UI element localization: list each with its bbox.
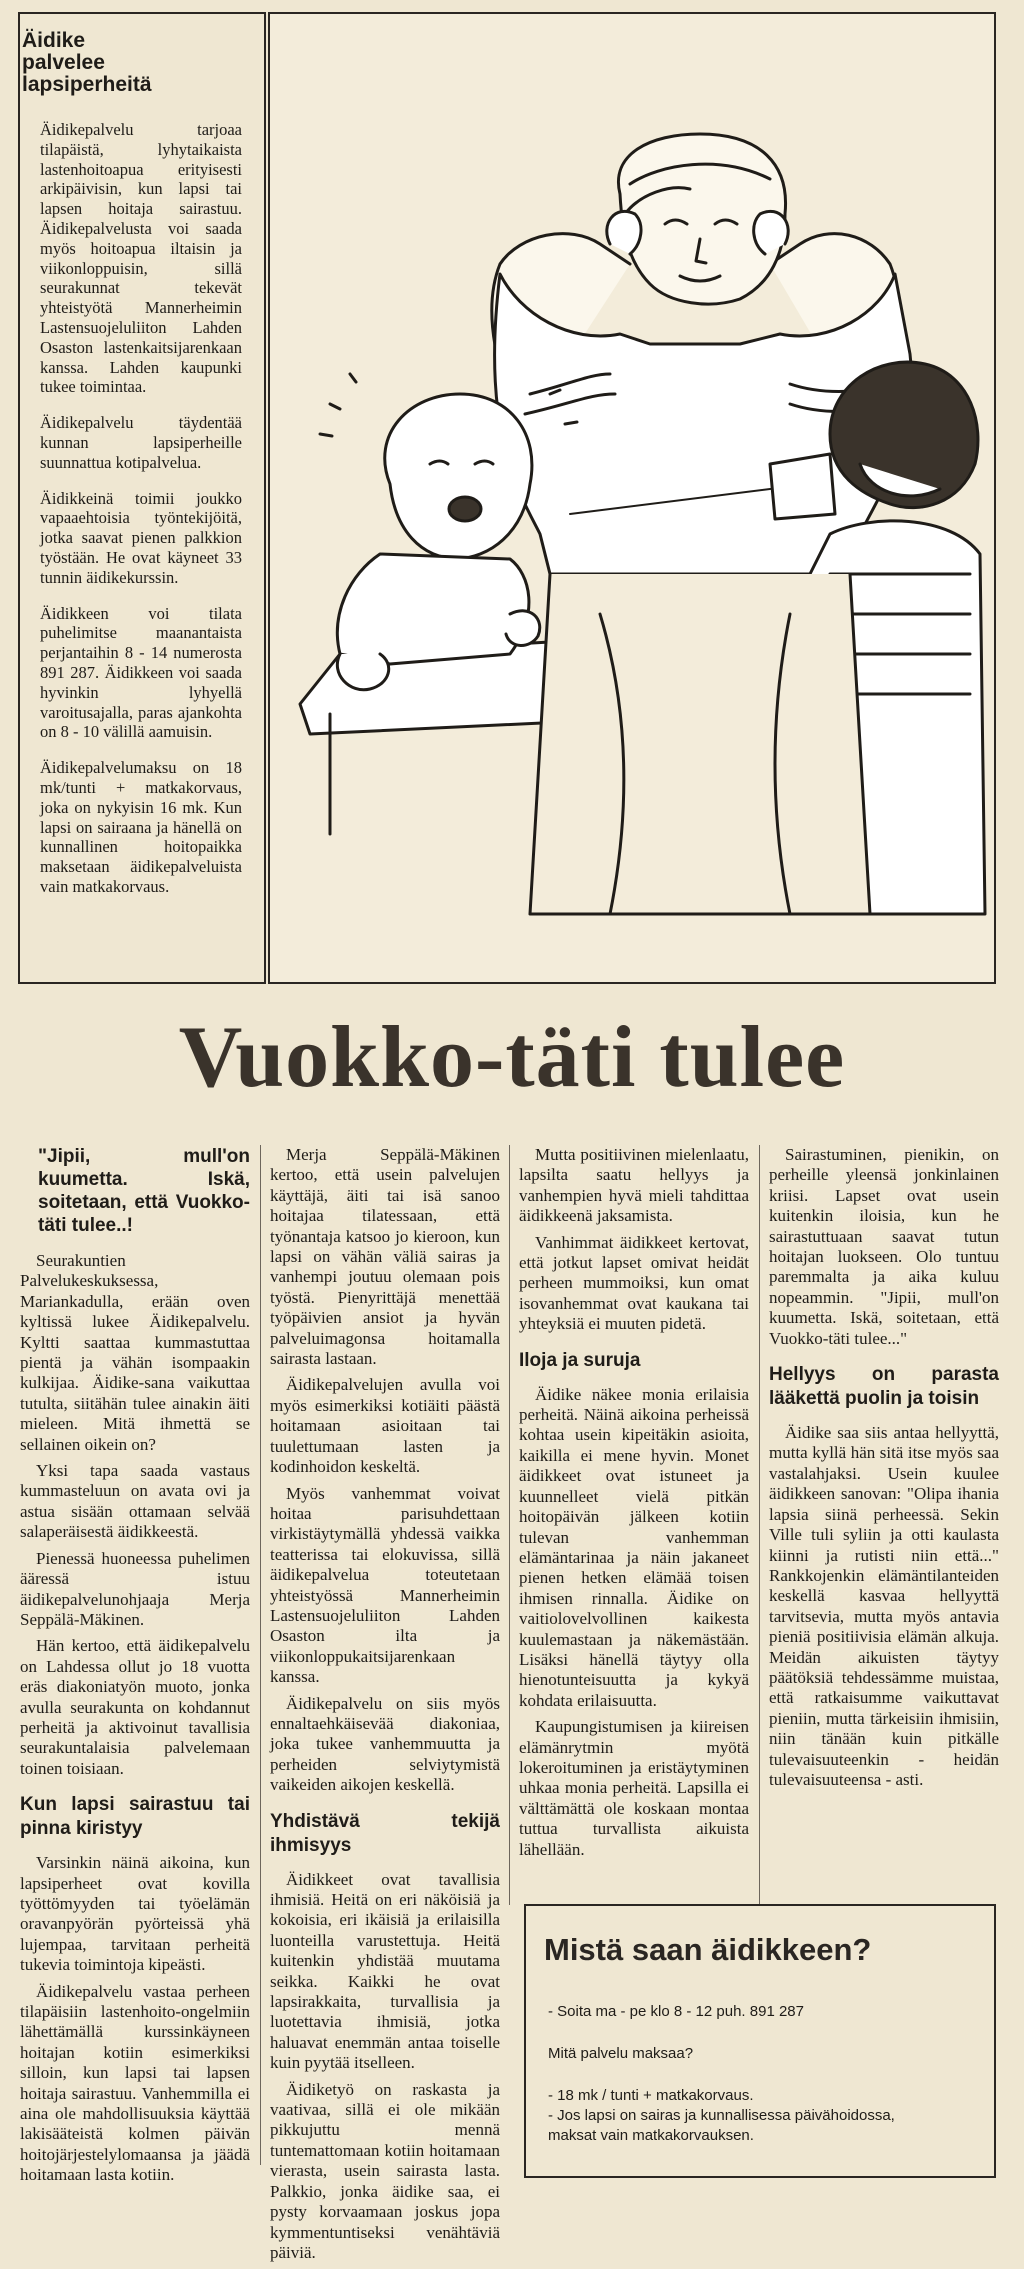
article-paragraph: Äidikkeet ovat tavallisia ihmisiä. Heitä on eri näköisiä ja kokoisia, eri ikäisiä ja erilaisilla luonteilla varustettuja. Heitä kuitenkin yhdistää muutama seikka. Kaikki he ovat lapsirakkaita, turvallisia ja luotettavia ihmisiä, jotka haluavat enemmän antaa toiselle kuin pyytää itselleen. <box>270 1869 500 2073</box>
article-paragraph: Äidikepalvelu on siis myös ennaltaehkäisevää diakoniaa, joka tukee vanhemmuutta ja perheiden selviytymistä vaikeiden aikojen keskellä. <box>270 1693 500 1795</box>
article-paragraph: Äidike näkee monia erilaisia perheitä. Näinä aikoina perheissä kohtaa usein kipeitäkin asioita, kaikilla ei mene hyvin. Monet äidikkeet ovat istuneet ja kuunnelleet vielä pitkän hoitopäivän jälkeen kotiin tulevan vanhemman elämäntarinaa ja näin jakaneet pienen hetken elämää toisen ihmisen rinnalla. Äidike on vaitiolovelvollinen kaikesta kuulemastaan ja näkemästään. Lisäksi hänellä täytyy olla hienotunteisuutta ja kykyä kohdata erilaisuutta. <box>519 1384 749 1710</box>
article-paragraph: Sairastuminen, pienikin, on perheille yleensä jonkinlainen kriisi. Lapset ovat usein kuitenkin iloisia, kun he sairastuttuaan saavat tutun hoitajan luokseen. Olo tuntuu paremmalta ja aika kuluu nopeammin. "Jipii, mull'on kuumetta. Iskä, soitetaan, että Vuokko-täti tulee..." <box>769 1145 999 1348</box>
sidebar-paragraph: Äidikkeen voi tilata puhelimitse maanantaista perjantaihin 8 - 14 numerosta 891 287. Äidikkeen voi saada hyvinkin lyhyellä varoitusajalla, paras ajankohta on 8 - 10 välillä aamuisin. <box>40 603 242 742</box>
article-paragraph: Äidiketyö on raskasta ja vaativaa, sillä ei ole mikään pikkujuttu mennä tuntemattomaan kotiin hoitamaan vierasta, usein sairasta lasta. Palkkio, jonka äidike saa, ei pysty korvaamaan joskus jopa kymmentuntiseksi venähtäviä päiviä. <box>270 2079 500 2262</box>
column-rule <box>260 1145 261 2165</box>
sidebar-paragraph: Äidikepalvelu tarjoaa tilapäistä, lyhytaikaista lastenhoitoapua erityisesti arkipäivisin, kun lapsi tai lapsen hoitaja sairastuu. Äidikepalvelusta voi saada myös hoitoapua iltaisin ja viikonloppuisin, sillä seurakunnat tekevät yhteistyötä Mannerheimin Lastensuojeluliiton Lahden Osaston lastenkaitsijarenkaan kanssa. Lahden kaupunki tukee toimintaa. <box>40 120 242 397</box>
article-subhead: Yhdistävä tekijä ihmisyys <box>270 1810 500 1856</box>
info-box <box>524 1904 996 2178</box>
illustration-drawing <box>270 14 994 982</box>
sidebar-paragraph: Äidikkeinä toimii joukko vapaaehtoisia työntekijöitä, jotka saavat pienen palkkion työstään. He ovat käyneet 33 tunnin äidikekurssin. <box>40 488 242 587</box>
article-paragraph: Myös vanhemmat voivat hoitaa parisuhdettaan virkistäytymällä yhdessä vaikka teatterissa tai elokuvissa, sillä äidikepalvelua toteutetaan yhteistyössä Mannerheimin Lastensuojeluliiton Lahden Osaston ilta ja viikonloppukaitsijarenkaan kanssa. <box>270 1483 500 1687</box>
headline: Vuokko-täti tulee <box>178 1009 846 1106</box>
article-paragraph: Mutta positiivinen mielenlaatu, lapsilta saatu hellyys ja vanhempien hyvä mieli tahdittaa äidikkeenä jaksamista. <box>519 1145 749 1226</box>
article-paragraph: Merja Seppälä-Mäkinen kertoo, että usein palvelujen käyttäjä, äiti tai isä sanoo hoitajaa tilatessaan, että työnantaja katsoo jo kieroon, kun lapsi on vähän väliä sairas ja vanhempi joutuu olemaan pois työstä. Pienyrittäjä menettää työpäivien ansiot ja hyvän palveluimagonsa hoitamalla sairasta lastaan. <box>270 1145 500 1369</box>
article-paragraph: Yksi tapa saada vastaus kummasteluun on avata ovi ja astua sisään ottamaan selvää salaperäisestä äidikkeestä. <box>20 1461 250 1542</box>
article-paragraph: Pienessä huoneessa puhelimen ääressä istuu äidikepalvelunohjaaja Merja Seppälä-Mäkinen. <box>20 1548 250 1629</box>
info-question: Mitä palvelu maksaa? <box>548 2045 694 2062</box>
sidebar-title: Äidike palvelee lapsiperheitä <box>22 29 152 96</box>
info-sick-line-2: maksat vain matkakorvauksen. <box>548 2127 754 2144</box>
illustration <box>268 12 996 984</box>
article-subhead: Iloja ja suruja <box>519 1349 641 1371</box>
article-subhead: Hellyys on parasta lääkettä puolin ja toisin <box>769 1364 999 1410</box>
column-rule <box>509 1145 510 1905</box>
sidebar-paragraph: Äidikepalvelumaksu on 18 mk/tunti + matkakorvaus, joka on nykyisin 16 mk. Kun lapsi on sairaana ja hänellä on kunnallinen hoitopaikka maksetaan äidikepalveluista vain matkakorvaus. <box>40 758 242 896</box>
article-intro: "Jipii, mull'on kuumetta. Iskä, soitetaan, että Vuokko-täti tulee..! <box>38 1146 250 1236</box>
article-paragraph: Hän kertoo, että äidikepalvelu on Lahdessa ollut jo 18 vuotta eräs diakoniatyön muoto, jonka avulla seurakunta on kohdannut perheitä ja aktivoinut tavallisia seurakuntalaisia palvelemaan toinen toisiaan. <box>20 1636 250 1778</box>
article-column-3 <box>519 1145 749 1866</box>
article-column-4 <box>769 1145 999 1796</box>
article-paragraph: Äidike saa siis antaa hellyyttä, mutta kyllä hän sitä itse myös saa vastalahjaksi. Usein kuulee äidikkeen sanovan: "Olipa ihania lapsia siinä perheessä. Sekin Ville tuli syliin ja otti kaulasta kiinni ja rutisti niin että..." Rankkojenkin elämäntilanteiden keskellä kasvaa hellyyttä tarvitsevia, mutta myös antavia pieniä positiivisia elämän alkuja. Meidän aikuisten täytyy päätöksiä tehdessämme muistaa, että ratkaisumme vaikuttavat pieniin, mutta tärkeisiin ihmisiin, niin tänään kuin pitkälle tulevaisuuteenkin - heidän tulevaisuuteensa - asti. <box>769 1423 999 1789</box>
article-subhead: Kun lapsi sairastuu tai pinna kiristyy <box>20 1794 250 1840</box>
article-column-1 <box>20 1145 250 2192</box>
info-sick-line: - Jos lapsi on sairas ja kunnallisessa päivähoidossa, <box>548 2107 895 2124</box>
info-box-title: Mistä saan äidikkeen? <box>544 1932 872 1967</box>
info-phone-line: - Soita ma - pe klo 8 - 12 puh. 891 287 <box>548 2003 804 2020</box>
article-paragraph: Kaupungistumisen ja kiireisen elämänrytmin myötä lokeroituminen ja eristäytyminen uhkaa monia perheitä. Lapsilla ei välttämättä ole koskaan montaa tuttua turvallista aikuista lähellään. <box>519 1717 749 1859</box>
sidebar-body <box>40 120 242 913</box>
article-column-2 <box>270 1145 500 2269</box>
column-rule <box>759 1145 760 1905</box>
article-paragraph: Varsinkin näinä aikoina, kun lapsiperheet ovat kovilla työttömyyden tai työelämän oravanpyörän pyörteissä yhä lujempaa, tarvitaan perheitä tukevia toimintoja kipeästi. <box>20 1853 250 1975</box>
article-paragraph: Äidikepalvelujen avulla voi myös esimerkiksi kotiäiti päästä hoitamaan asioitaan tai tuulettumaan lasten ja kodinhoidon keskeltä. <box>270 1375 500 1477</box>
article-paragraph: Äidikepalvelu vastaa perheen tilapäisiin lastenhoito-ongelmiin lähettämällä kurssinkäyneen hoitajan kotiin esimerkiksi silloin, kun lapsi tai lapsen hoitaja sairastuu. Vanhemmilla ei aina ole mahdollisuuksia käyttää lakisääteistä kolmen päivän hoitojärjestelylomaansa ja jäädä hoitamaan lasta kotiin. <box>20 1981 250 2185</box>
article-paragraph: Seurakuntien Palvelukeskuksessa, Mariankadulla, erään oven kyltissä lukee Äidikepalvelu. Kyltti saattaa kummastuttaa pientä ja vähän isompaakin kulkijaa. Äidike-sana vaikuttaa tutulta, siitähän tulee ainakin äiti mieleen. Mitä ihmettä se sellainen oikein on? <box>20 1251 250 1454</box>
sidebar-paragraph: Äidikepalvelu täydentää kunnan lapsiperheille suunnattua kotipalvelua. <box>40 413 242 472</box>
info-price-line: - 18 mk / tunti + matkakorvaus. <box>548 2087 754 2104</box>
article-paragraph: Vanhimmat äidikkeet kertovat, että jotkut lapset omivat heidät perheen mummoiksi, kun omat isovanhemmat ovat kaukana tai yhteyksiä ei muuten pidetä. <box>519 1232 749 1334</box>
